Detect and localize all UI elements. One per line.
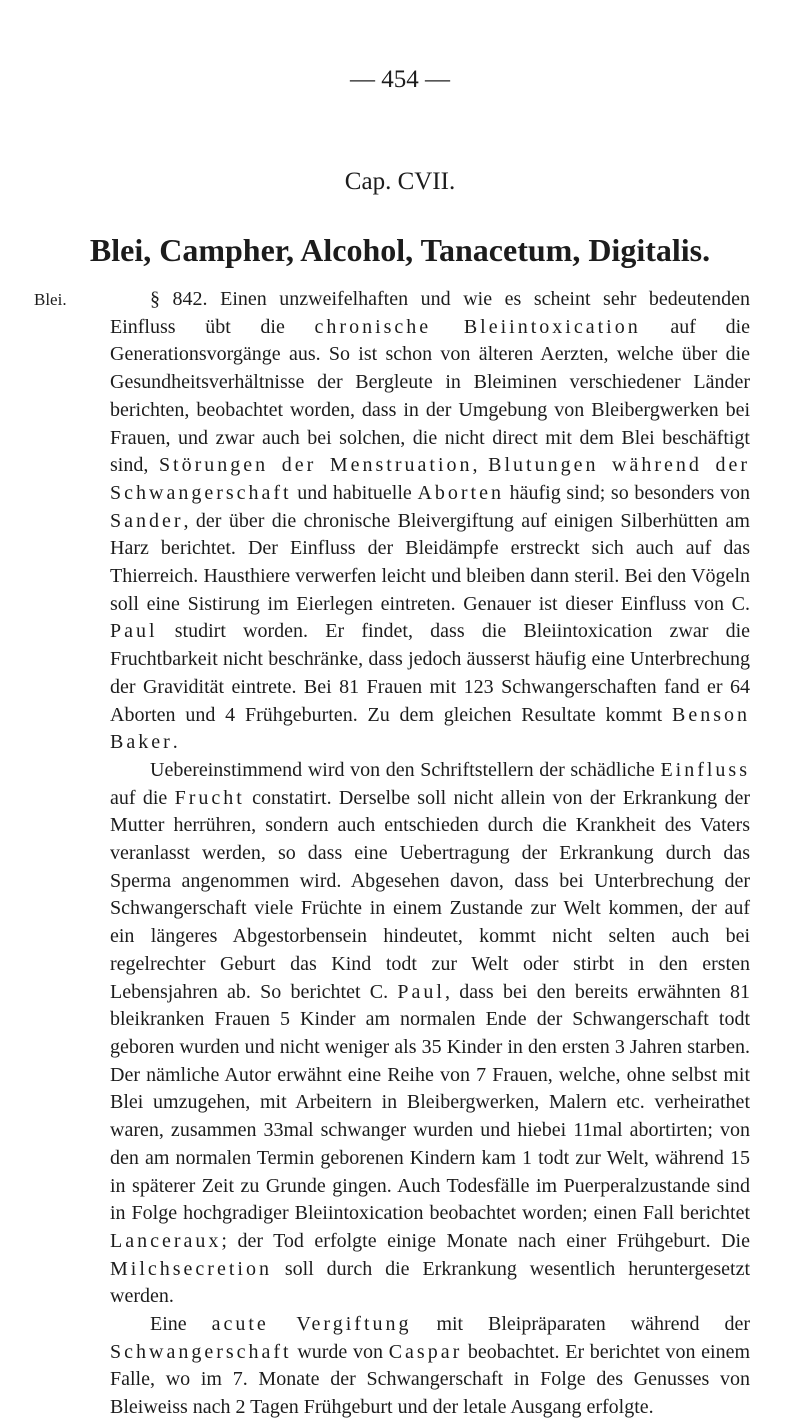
author-name: Paul bbox=[397, 980, 445, 1003]
paragraph-acute: Eine acute Vergiftung mit Bleipräparaten während der Schwangerschaft wurde von Caspar beobachtet. Er berichtet von einem Falle, wo im 7. Monate der Schwangerschaft in Folge des Genusses von Bleiweiss nach 2 Tagen Frühgeburt und der letale Ausgang erfolgte. bbox=[110, 1313, 751, 1419]
author-name: Caspar bbox=[388, 1340, 463, 1363]
chapter-title: Blei, Campher, Alcohol, Tanacetum, Digitalis. bbox=[89, 232, 711, 268]
author-name: Sander bbox=[110, 509, 184, 532]
page-number: — 454 — bbox=[350, 66, 450, 93]
emphasis: acute Vergiftung bbox=[211, 1313, 412, 1336]
emphasis: Störungen der Menstruation bbox=[158, 454, 473, 477]
author-name: Lanceraux bbox=[110, 1229, 222, 1252]
emphasis: Schwangerschaft bbox=[110, 1340, 292, 1363]
paragraph-842: § 842. Einen unzweifelhaften und wie es scheint sehr bedeutenden Einfluss übt die chronische Bleiintoxication auf die Generationsvorgänge aus. So ist schon von älteren Aerzten, welche über die Gesundheitsverhältnisse der Bergleute in Bleiminen verschiedener Länder berichten, beobachtet worden, dass in der Umgebung von Bleibergwerken bei Frauen, und zwar auch bei solchen, die nicht direct mit dem Blei beschäftigt sind, Störungen der Menstruation, Blutungen während der Schwangerschaft und habituelle Aborten häufig sind; so besonders von Sander, der über die chronische Bleivergiftung auf einigen Silberhütten am Harz berichtet. Der Einfluss der Bleidämpfe erstreckt sich auch auf das Thierreich. Hausthiere verwerfen leicht und bleiben dann steril. Bei den Vögeln soll eine Sistirung im Eierlegen eintreten. Genauer ist dieser Einfluss von C. Paul studirt worden. Er findet, dass die Bleiintoxication zwar die Fruchtbarkeit nicht beschränke, dass jedoch äusserst häufig eine Unterbrechung der Gravidität eintrete. Bei 81 Frauen mit 123 Schwangerschaften fand er 64 Aborten und 4 Frühgeburten. Zu dem gleichen Resultate kommt Benson Baker. bbox=[110, 288, 751, 754]
emphasis: Einfluss bbox=[660, 758, 750, 781]
emphasis: Milchsecretion bbox=[110, 1257, 272, 1280]
chapter-heading: Cap. CVII. bbox=[344, 168, 456, 195]
emphasis: Blutungen während der Schwangerschaft bbox=[110, 454, 751, 504]
margin-note: Blei. bbox=[34, 290, 67, 309]
emphasis: Frucht bbox=[174, 786, 245, 809]
author-name: Benson Baker bbox=[110, 703, 750, 754]
author-name: Paul bbox=[110, 620, 158, 643]
paragraph-frucht: Uebereinstimmend wird von den Schriftstellern der schädliche Einfluss auf die Frucht constatirt. Derselbe soll nicht allein von der Erkrankung der Mutter herrühren, sondern auch entschieden durch die Krankheit des Vaters veranlasst werden, so dass eine Uebertragung der Erkrankung durch das Sperma angenommen wird. Abgesehen davon, dass bei Unterbrechung der Schwangerschaft viele Früchte in einem Zustande zur Welt kommen, der auf ein längeres Abgestorbensein hindeutet, kommt nicht selten auch bei regelrechter Geburt das Kind todt zur Welt oder stirbt in den ersten Lebensjahren ab. So berichtet C. Paul, dass bei den bereits erwähnten 81 bleikranken Frauen 5 Kinder am normalen Ende der Schwangerschaft todt geboren wurden und nicht weniger als 35 Kinder in den ersten 3 Jahren starben. Der nämliche Autor erwähnt eine Reihe von 7 Frauen, welche, ohne selbst mit Blei umzugehen, mit Arbeitern in Bleibergwerken, Malern etc. verheirathet waren, zusammen 33mal schwanger wurden und hiebei 11mal abortirten; von den am normalen Termin geborenen Kindern kam 1 todt zur Welt, während 15 in späterer Zeit zu Grunde gingen. Auch Todesfälle im Puerperalzustande sind in Folge hochgradiger Bleiintoxication beobachtet worden; einen Fall berichtet Lanceraux; der Tod erfolgte einige Monate nach einer Frühgeburt. Die Milchsecretion soll durch die Erkrankung wesentlich heruntergesetzt werden. bbox=[110, 758, 751, 1308]
body-text bbox=[110, 286, 750, 1422]
emphasis: Aborten bbox=[417, 481, 504, 504]
emphasis: chronische Bleiintoxication bbox=[314, 315, 641, 338]
